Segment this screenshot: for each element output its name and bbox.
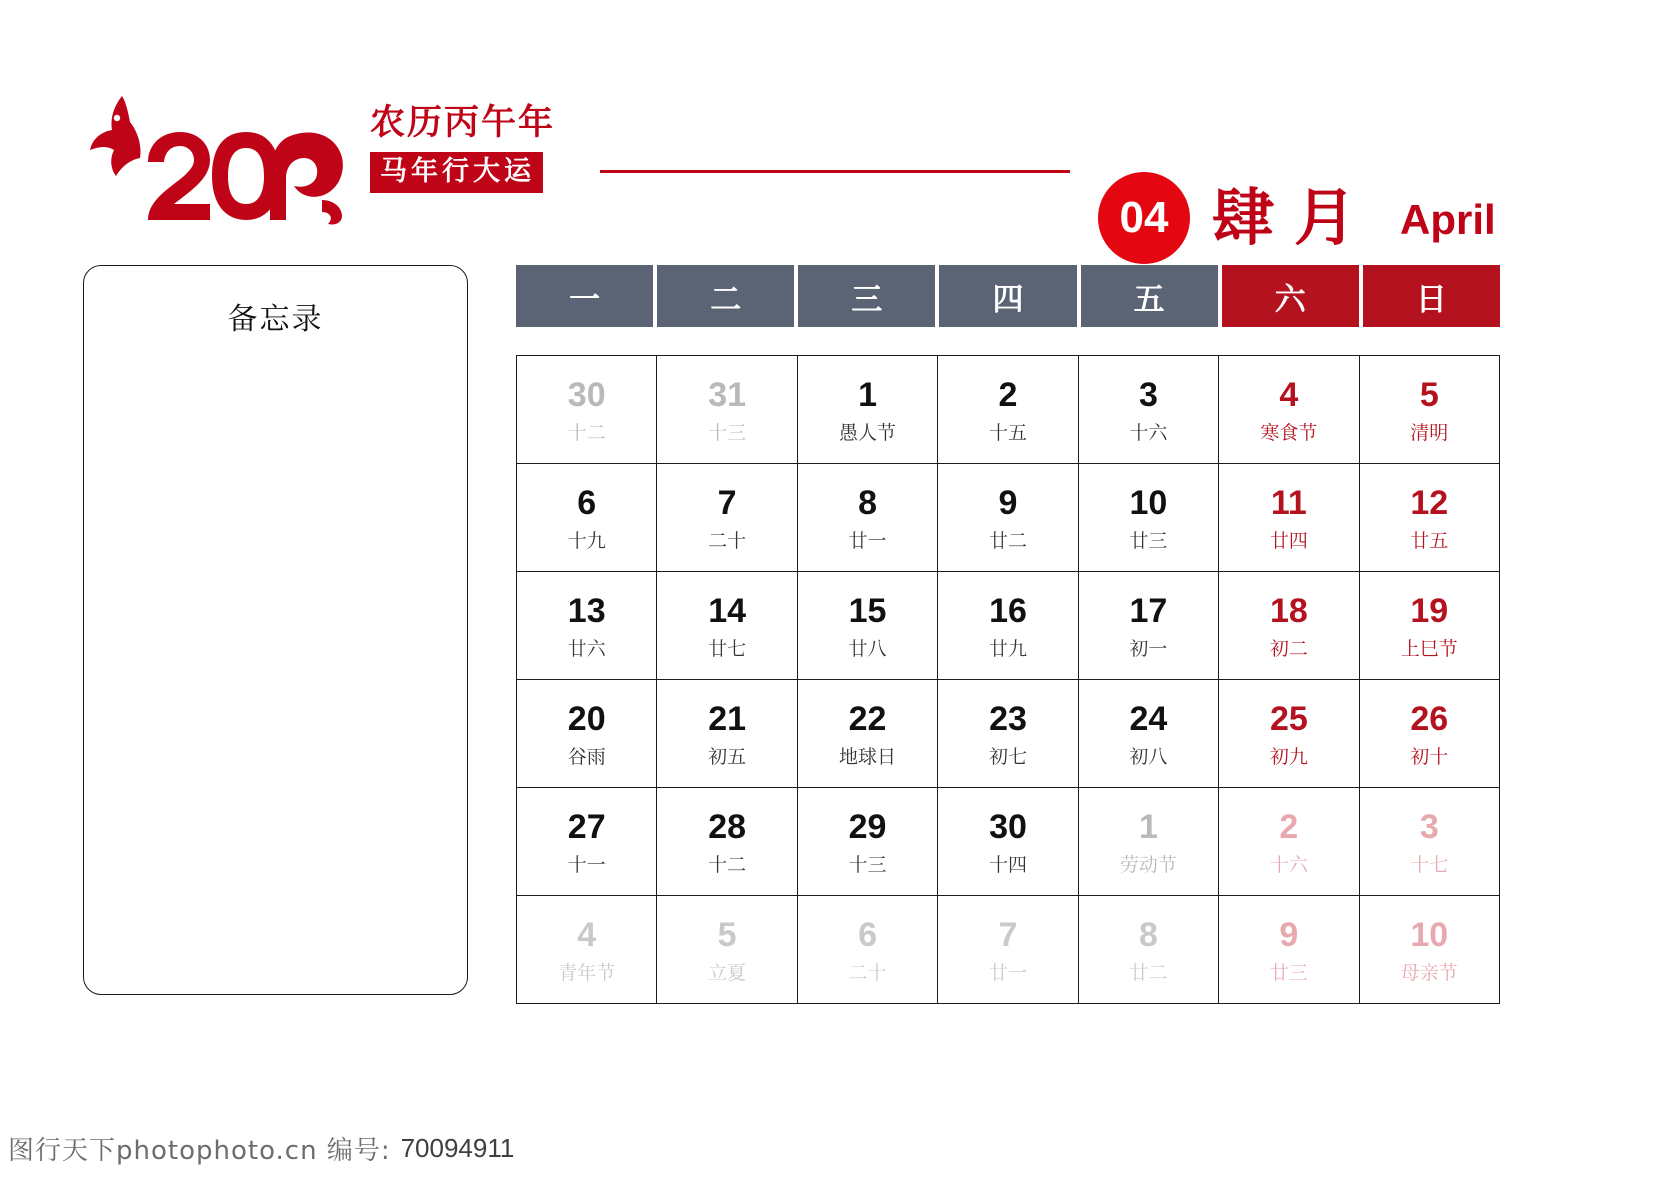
- day-number: 13: [567, 591, 606, 630]
- day-number: 9: [1279, 915, 1299, 954]
- weekday-header-3: 四: [939, 265, 1076, 327]
- day-number: 5: [1419, 375, 1439, 414]
- weekday-header-6: 日: [1363, 265, 1500, 327]
- month-name-en: April: [1400, 196, 1496, 243]
- day-cell[interactable]: [798, 464, 938, 572]
- day-cell[interactable]: [657, 572, 797, 680]
- day-lunar-label: 二十: [708, 529, 747, 552]
- day-number: 30: [567, 375, 606, 414]
- day-cell[interactable]: [938, 680, 1078, 788]
- day-cell[interactable]: [517, 572, 657, 680]
- day-lunar-label: 廿一: [848, 529, 887, 552]
- day-cell[interactable]: [657, 896, 797, 1004]
- day-lunar-label: 廿六: [567, 637, 606, 660]
- day-lunar-label: 愚人节: [839, 421, 897, 444]
- day-number: 2: [1279, 807, 1299, 846]
- day-cell[interactable]: [517, 680, 657, 788]
- day-cell[interactable]: [798, 896, 938, 1004]
- day-lunar-label: 谷雨: [567, 745, 606, 768]
- day-number: 1: [858, 375, 878, 414]
- day-lunar-label: 清明: [1410, 421, 1449, 444]
- day-number: 3: [1419, 807, 1439, 846]
- day-cell[interactable]: [938, 464, 1078, 572]
- day-lunar-label: 青年节: [558, 961, 616, 984]
- day-lunar-label: 十六: [1269, 853, 1308, 876]
- day-cell[interactable]: [1219, 788, 1359, 896]
- day-cell[interactable]: [1360, 572, 1500, 680]
- weekday-header-4: 五: [1081, 265, 1218, 327]
- day-number: 27: [567, 807, 606, 846]
- day-lunar-label: 初八: [1129, 745, 1168, 768]
- day-number: 18: [1269, 591, 1308, 630]
- day-cell[interactable]: [798, 680, 938, 788]
- day-lunar-label: 廿三: [1129, 529, 1168, 552]
- day-lunar-label: 廿一: [988, 961, 1027, 984]
- day-number: 17: [1129, 591, 1168, 630]
- day-lunar-label: 廿二: [1129, 961, 1168, 984]
- day-number: 26: [1410, 699, 1449, 738]
- day-cell[interactable]: [938, 788, 1078, 896]
- day-cell[interactable]: [1079, 572, 1219, 680]
- day-cell[interactable]: [517, 464, 657, 572]
- day-cell[interactable]: [1079, 896, 1219, 1004]
- day-lunar-label: 廿九: [988, 637, 1027, 660]
- day-cell[interactable]: [657, 464, 797, 572]
- day-cell[interactable]: [517, 356, 657, 464]
- day-lunar-label: 劳动节: [1119, 853, 1177, 876]
- day-number: 28: [708, 807, 747, 846]
- header-divider: [600, 170, 1070, 173]
- lunar-slogan-text: 马年行大运: [370, 152, 543, 193]
- month-name-cn: 肆月: [1212, 181, 1377, 254]
- day-cell[interactable]: [657, 356, 797, 464]
- day-lunar-label: 初五: [708, 745, 747, 768]
- day-lunar-label: 十九: [567, 529, 606, 552]
- day-number: 5: [717, 915, 737, 954]
- day-lunar-label: 十三: [848, 853, 887, 876]
- day-number: 8: [1138, 915, 1158, 954]
- weekday-header-0: 一: [516, 265, 653, 327]
- day-cell[interactable]: [1079, 680, 1219, 788]
- day-number: 31: [708, 375, 747, 414]
- day-cell[interactable]: [1360, 680, 1500, 788]
- day-number: 4: [577, 915, 597, 954]
- day-number: 11: [1270, 483, 1307, 522]
- day-lunar-label: 十二: [567, 421, 606, 444]
- memo-box[interactable]: [83, 265, 468, 995]
- weekday-header-5: 六: [1222, 265, 1359, 327]
- horse-head-icon: [70, 88, 360, 228]
- day-lunar-label: 初七: [988, 745, 1027, 768]
- footer-watermark: [8, 1130, 514, 1167]
- day-cell[interactable]: [798, 572, 938, 680]
- day-number: 10: [1410, 915, 1449, 954]
- calendar-table: [516, 265, 1500, 1004]
- day-lunar-label: 廿四: [1269, 529, 1308, 552]
- day-lunar-label: 初九: [1269, 745, 1308, 768]
- day-cell[interactable]: [1219, 356, 1359, 464]
- lunar-year-text: 农历丙午年: [370, 103, 556, 143]
- day-number: 24: [1129, 699, 1168, 738]
- day-number: 23: [989, 699, 1027, 738]
- day-lunar-label: 地球日: [839, 745, 897, 768]
- month-number-badge: 04: [1098, 172, 1190, 264]
- day-cell[interactable]: [938, 356, 1078, 464]
- day-number: 16: [989, 591, 1027, 630]
- day-lunar-label: 十二: [708, 853, 747, 876]
- day-number: 21: [708, 699, 747, 738]
- watermark-code: 70094911: [400, 1133, 515, 1163]
- day-cell[interactable]: [798, 356, 938, 464]
- day-number: 1: [1138, 807, 1158, 846]
- day-lunar-label: 十四: [988, 853, 1027, 876]
- day-cell[interactable]: [657, 788, 797, 896]
- day-lunar-label: 上巳节: [1400, 637, 1458, 660]
- day-lunar-label: 十六: [1129, 421, 1168, 444]
- day-number: 25: [1269, 699, 1308, 738]
- day-number: 14: [708, 591, 747, 630]
- day-lunar-label: 寒食节: [1260, 421, 1318, 444]
- weekday-header-1: 二: [657, 265, 794, 327]
- day-cell[interactable]: [1079, 464, 1219, 572]
- day-number: 12: [1410, 483, 1449, 522]
- day-number: 29: [848, 807, 887, 846]
- day-cell[interactable]: [1079, 356, 1219, 464]
- day-cell[interactable]: [1360, 896, 1500, 1004]
- day-lunar-label: 廿八: [848, 637, 887, 660]
- day-number: 6: [577, 483, 597, 522]
- day-cell[interactable]: [657, 680, 797, 788]
- day-lunar-label: 廿二: [988, 529, 1027, 552]
- day-number: 2: [998, 375, 1018, 414]
- day-lunar-label: 母亲节: [1400, 961, 1458, 984]
- day-lunar-label: 二十: [848, 961, 887, 984]
- day-lunar-label: 立夏: [708, 961, 747, 984]
- day-number: 6: [858, 915, 878, 954]
- day-cell[interactable]: [1079, 788, 1219, 896]
- day-number: 7: [998, 915, 1018, 954]
- lunar-year-block: [370, 102, 590, 193]
- day-cell[interactable]: [938, 572, 1078, 680]
- day-number: 10: [1129, 483, 1168, 522]
- day-lunar-label: 廿七: [708, 637, 747, 660]
- weekday-header-2: 三: [798, 265, 935, 327]
- weekday-header-row: [516, 265, 1500, 327]
- day-lunar-label: 初二: [1269, 637, 1308, 660]
- watermark-text: 图行天下photophoto.cn 编号:: [8, 1136, 391, 1166]
- memo-title: 备忘录: [227, 302, 324, 337]
- day-number: 9: [998, 483, 1018, 522]
- day-lunar-label: 十七: [1410, 853, 1449, 876]
- day-lunar-label: 初一: [1129, 637, 1168, 660]
- day-number: 20: [567, 699, 606, 738]
- day-cell[interactable]: [1360, 464, 1500, 572]
- day-cell[interactable]: [1360, 356, 1500, 464]
- day-cell[interactable]: [1219, 572, 1359, 680]
- day-cell[interactable]: [798, 788, 938, 896]
- day-number: 22: [848, 699, 887, 738]
- day-cell[interactable]: [1219, 680, 1359, 788]
- year-logo: [70, 88, 360, 228]
- day-cell[interactable]: [938, 896, 1078, 1004]
- day-cell[interactable]: [1219, 464, 1359, 572]
- day-number: 8: [858, 483, 878, 522]
- day-grid: [516, 355, 1500, 1004]
- day-number: 3: [1138, 375, 1158, 414]
- day-number: 4: [1279, 375, 1299, 414]
- day-cell[interactable]: [1219, 896, 1359, 1004]
- day-number: 15: [848, 591, 887, 630]
- calendar-header: [0, 60, 1666, 254]
- day-lunar-label: 初十: [1410, 745, 1449, 768]
- day-cell[interactable]: [517, 896, 657, 1004]
- day-lunar-label: 十三: [708, 421, 747, 444]
- day-number: 7: [717, 483, 737, 522]
- day-lunar-label: 廿五: [1410, 529, 1449, 552]
- day-lunar-label: 十一: [567, 853, 606, 876]
- day-cell[interactable]: [1360, 788, 1500, 896]
- day-lunar-label: 廿三: [1269, 961, 1308, 984]
- day-lunar-label: 十五: [988, 421, 1027, 444]
- day-number: 19: [1410, 591, 1449, 630]
- day-cell[interactable]: [517, 788, 657, 896]
- day-number: 30: [989, 807, 1027, 846]
